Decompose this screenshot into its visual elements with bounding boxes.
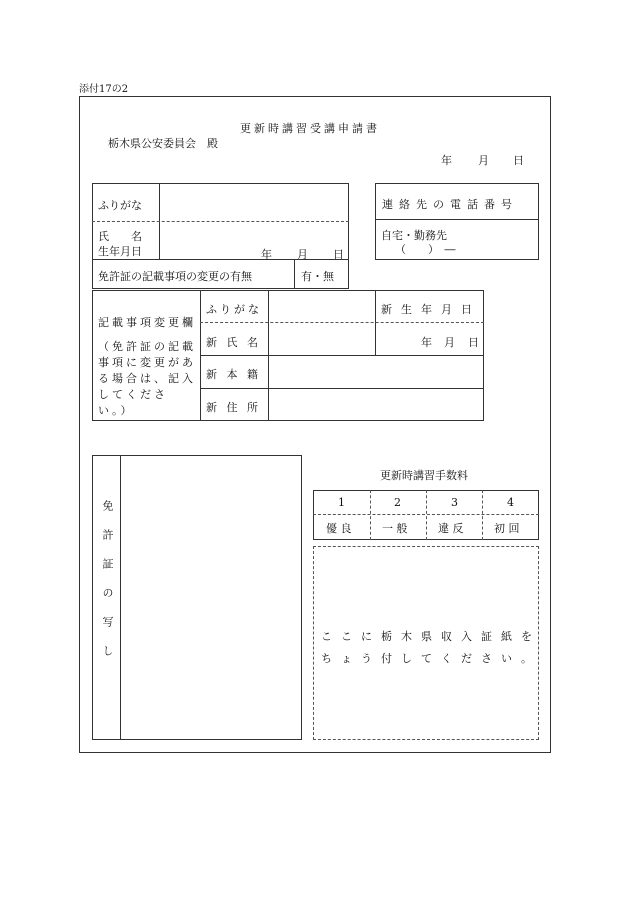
change-answer-divider [294,259,295,289]
contact-type[interactable]: 自宅・勤務先 [381,229,447,242]
fee-option-1[interactable]: 優 良 [326,522,352,535]
fee-number-1: 1 [338,496,345,509]
license-copy-area[interactable] [124,459,298,736]
furigana-field[interactable] [166,194,342,216]
contact-divider [375,219,539,220]
new-name-field[interactable] [272,327,372,351]
birth-year[interactable]: 年 [261,248,272,261]
furigana-divider [92,221,349,222]
application-day[interactable]: 日 [513,154,524,167]
fee-number-3: 3 [451,496,458,509]
fee-number-4: 4 [507,496,514,509]
application-month[interactable]: 月 [478,154,489,167]
changes-row-divider-2 [200,388,484,389]
fee-option-2[interactable]: 一 般 [382,522,408,535]
license-copy-divider [120,455,121,740]
new-furigana-field[interactable] [272,296,372,318]
contact-phone[interactable]: （ ） ― [395,243,456,256]
name-field[interactable] [166,225,342,241]
stamp-instruction-1: ここに栃木県収入証紙を [321,630,541,643]
changes-section-label: 記載事項変更欄 [98,316,196,329]
fee-option-4[interactable]: 初 回 [494,522,520,535]
fee-number-2: 2 [394,496,401,509]
new-address-field[interactable] [272,392,480,418]
new-domicile-label: 新 本 籍 [206,368,261,381]
changes-row-divider-1 [200,355,484,356]
form-title: 更新時講習受講申請書 [240,122,380,135]
changes-furigana-label: ふりがな [206,303,262,316]
change-question: 免許証の記載事項の変更の有無 [98,270,252,283]
birth-month[interactable]: 月 [297,248,308,261]
fee-col-divider-2 [426,490,427,540]
changes-furigana-divider [200,322,484,323]
changes-note: （免許証の記載事項に変更がある場合は、記入してください。） [98,340,196,417]
fee-col-divider-1 [370,490,371,540]
birth-day[interactable]: 日 [333,248,344,261]
new-address-label: 新 住 所 [206,401,261,414]
new-domicile-field[interactable] [272,359,480,385]
contact-label: 連絡先の電話番号 [382,198,518,211]
new-name-label: 新 氏 名 [206,336,261,349]
stamp-instruction-2: ちょう付してください。 [321,652,541,665]
new-birth-month[interactable]: 月 [444,336,455,349]
furigana-label: ふりがな [98,199,142,212]
fee-col-divider-3 [482,490,483,540]
license-copy-label: 免許証の写し [101,500,114,674]
name-label: 氏 名 [98,230,142,243]
fee-title: 更新時講習手数料 [380,469,468,482]
attachment-label: 添付17の2 [79,84,129,95]
new-birthdate-label: 新生年月日 [381,303,481,316]
new-birth-day[interactable]: 日 [468,336,479,349]
addressee: 栃木県公安委員会 殿 [108,137,218,150]
application-year[interactable]: 年 [441,154,452,167]
new-birth-year[interactable]: 年 [421,336,432,349]
fee-option-3[interactable]: 違 反 [438,522,464,535]
birthdate-label: 生年月日 [98,245,142,258]
change-answer[interactable]: 有・無 [301,270,334,283]
